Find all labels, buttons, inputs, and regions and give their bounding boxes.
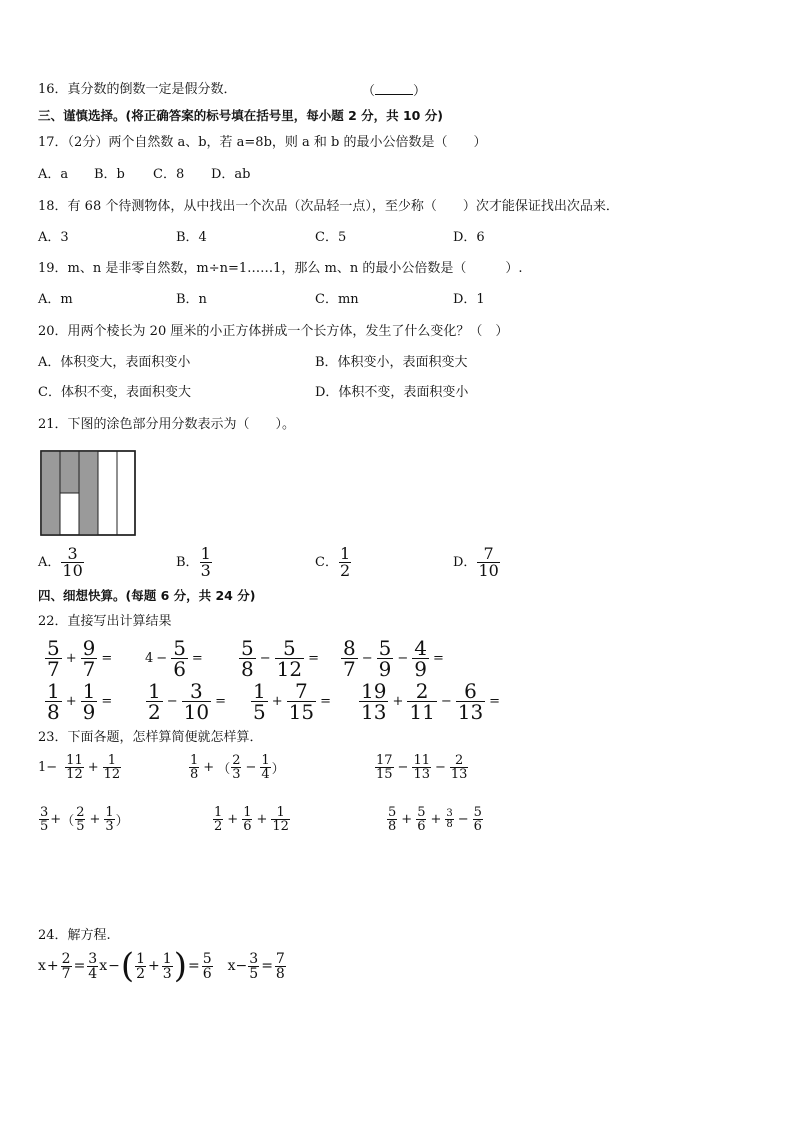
fraction: [75, 806, 85, 833]
fraction: [339, 546, 351, 579]
numerator: 5: [173, 636, 186, 660]
fraction: [271, 806, 290, 833]
denominator: 8: [388, 819, 397, 834]
option-21-b[interactable]: B． $\frac{1}{3}$: [176, 544, 211, 580]
fraction: [456, 681, 485, 722]
numerator: 1: [47, 679, 60, 703]
calc-22-8: [358, 681, 503, 722]
numerator: 7: [295, 679, 308, 703]
option-19-d[interactable]: D．1: [453, 292, 485, 307]
fraction: [103, 754, 122, 781]
operator: −: [361, 651, 373, 666]
numerator: 1: [107, 753, 117, 768]
denominator: 6: [243, 819, 252, 834]
fraction: [162, 952, 173, 981]
denominator: 10: [62, 561, 83, 580]
big-left-paren: (: [120, 946, 135, 986]
numerator: 1: [82, 679, 96, 703]
shaded-rectangle-figure: [40, 450, 136, 536]
option-17-b[interactable]: B．b: [94, 167, 125, 182]
numerator: 1: [190, 753, 199, 768]
fraction: [375, 754, 394, 781]
numerator: 6: [464, 679, 477, 703]
section-4-heading: 四、细想快算。(每题 6 分，共 24 分): [38, 588, 256, 603]
denominator: 5: [76, 819, 85, 834]
fraction: [242, 806, 252, 833]
operator: =: [101, 651, 113, 666]
fraction: [81, 681, 98, 722]
denominator: 3: [105, 819, 114, 834]
question-20-text: 20．用两个棱长为 20 厘米的小正方体拼成一个长方体，发生了什么变化？（ ）: [38, 324, 509, 339]
option-18-a[interactable]: A．3: [38, 230, 69, 245]
fraction: [65, 754, 84, 781]
fraction: [407, 681, 436, 722]
numerator: 2: [232, 753, 241, 768]
calc-22-1: [44, 638, 115, 679]
operator: +: [401, 812, 413, 827]
fraction: [182, 681, 211, 722]
numerator: 9: [82, 636, 96, 660]
fraction: [146, 681, 163, 722]
fraction: [45, 638, 62, 679]
operator: −: [166, 694, 178, 709]
fraction: [171, 638, 188, 679]
fraction: [377, 638, 394, 679]
operator: +: [271, 694, 283, 709]
numerator: 5: [378, 636, 392, 660]
fraction: [39, 806, 49, 833]
denominator: 6: [473, 819, 482, 834]
denominator: 5: [40, 819, 49, 834]
calc-23-1: 1− $\frac{11}{12}$ + $\frac{1}{12}$: [38, 753, 121, 782]
numerator: 3: [446, 808, 453, 819]
section-3-heading: 三、谨慎选择。(将正确答案的标号填在括号里，每小题 2 分，共 10 分): [38, 108, 443, 123]
operator: =: [433, 651, 444, 666]
fraction: [473, 806, 483, 833]
operator: +: [203, 760, 215, 775]
denominator: 7: [61, 965, 71, 982]
denominator: 12: [66, 767, 83, 782]
operator: +: [65, 694, 77, 709]
denominator: 12: [272, 819, 289, 834]
numerator: 7: [483, 544, 494, 563]
fraction: [412, 638, 429, 679]
question-23-text: 23．下面各题，怎样算简便就怎样算．: [38, 730, 263, 745]
operator: =: [187, 958, 200, 974]
fraction: [239, 638, 256, 679]
numerator: 1: [105, 805, 114, 820]
operator: −: [397, 760, 409, 775]
fraction: [412, 754, 431, 781]
question-17-text: 17．（2分）两个自然数 a、b，若 a=8b，则 a 和 b 的最小公倍数是（ ）: [38, 135, 487, 150]
operator: −: [397, 651, 409, 666]
fraction: [202, 952, 213, 981]
operator: =: [215, 694, 226, 709]
fraction: [61, 952, 72, 981]
numerator: 2: [415, 679, 429, 703]
numerator: 2: [455, 753, 464, 768]
numerator: 1: [136, 950, 146, 967]
bracket-left: （: [362, 84, 376, 99]
fraction: [477, 546, 499, 579]
denominator: 4: [88, 965, 98, 982]
numerator: 11: [66, 753, 83, 768]
fraction: [87, 952, 98, 981]
denominator: 7: [343, 657, 356, 681]
question-16-text: 16．真分数的倒数一定是假分数．: [38, 82, 237, 97]
operator: =: [489, 694, 501, 709]
fraction: [450, 754, 469, 781]
denominator: 9: [414, 657, 428, 681]
option-18-b[interactable]: B．4: [176, 230, 207, 245]
calc-23-2: $\frac{1}{8}$ + （ $\frac{2}{3}$ − $\frac{1}{4}$ ）: [190, 753, 285, 782]
numerator: 2: [61, 950, 71, 967]
operator: −: [156, 651, 168, 666]
numerator: 3: [249, 950, 259, 967]
fraction: [104, 806, 114, 833]
denominator: 3: [162, 965, 172, 982]
option-17-c[interactable]: C．8: [153, 167, 185, 182]
operator: +: [89, 812, 101, 827]
operator: −: [435, 760, 446, 775]
operator: =: [308, 651, 319, 666]
denominator: 7: [47, 657, 60, 681]
fraction: [387, 806, 397, 833]
numerator: 7: [275, 950, 285, 967]
operator: −: [108, 958, 120, 974]
option-20-a[interactable]: A．体积变大，表面积变小: [38, 355, 191, 370]
calc-22-4: [340, 638, 447, 679]
operator: +: [46, 958, 59, 974]
fraction: [200, 546, 212, 579]
numerator: 5: [47, 636, 60, 660]
operator: +: [392, 694, 404, 709]
numerator: 5: [417, 805, 426, 820]
denominator: 8: [241, 657, 254, 681]
option-20-c[interactable]: C．体积不变，表面积变大: [38, 385, 191, 400]
operator: =: [101, 694, 113, 709]
numerator: 3: [40, 805, 49, 820]
numerator: 3: [190, 679, 203, 703]
fraction: [416, 806, 426, 833]
calc-22-5: [44, 681, 115, 722]
numerator: 5: [283, 636, 296, 660]
fraction: [135, 952, 146, 981]
denominator: 6: [202, 965, 212, 982]
denominator: 13: [457, 700, 484, 724]
numerator: 11: [413, 753, 430, 768]
fraction: [213, 806, 223, 833]
fraction: [275, 952, 286, 981]
option-21-c[interactable]: C． $\frac{1}{2}$: [315, 544, 351, 580]
denominator: 8: [446, 819, 453, 830]
denominator: 5: [249, 965, 259, 982]
fraction: [248, 952, 259, 981]
option-20-d[interactable]: D．体积不变，表面积变小: [315, 385, 469, 400]
fraction: [287, 681, 316, 722]
numerator: 1: [243, 805, 252, 820]
fraction: [61, 546, 83, 579]
numerator: 5: [473, 805, 482, 820]
fraction: [445, 809, 453, 830]
numerator: 5: [241, 636, 254, 660]
denominator: 11: [409, 700, 435, 724]
question-21-text: 21．下图的涂色部分用分数表示为（ ）。: [38, 417, 296, 432]
denominator: 12: [276, 657, 303, 681]
fraction: [189, 754, 199, 781]
fraction: [359, 681, 388, 722]
operator: +: [256, 812, 268, 827]
denominator: 2: [148, 700, 161, 724]
option-19-c[interactable]: C．mn: [315, 292, 359, 307]
numerator: 8: [343, 636, 356, 660]
numerator: 3: [88, 950, 98, 967]
bracket-right: ）: [413, 84, 427, 99]
option-21-d[interactable]: D． $\frac{7}{10}$: [453, 544, 499, 580]
numerator: 17: [376, 753, 393, 768]
denominator: 12: [103, 767, 121, 782]
denominator: 15: [288, 700, 315, 724]
denominator: 9: [82, 700, 96, 724]
numerator: 1: [339, 544, 351, 563]
denominator: 2: [339, 561, 351, 580]
operator: +: [148, 958, 160, 974]
operator: +: [50, 812, 62, 827]
numerator: 3: [67, 544, 78, 563]
numerator: 1: [253, 679, 266, 703]
calc-22-7: [250, 681, 334, 722]
denominator: 2: [136, 965, 146, 982]
denominator: 13: [450, 767, 468, 782]
operator: +: [87, 760, 99, 775]
numerator: 2: [76, 805, 85, 820]
operator: −: [259, 651, 271, 666]
fraction: [231, 754, 241, 781]
numerator: 1: [261, 753, 270, 768]
option-19-b[interactable]: B．n: [176, 292, 207, 307]
option-17-a[interactable]: A．a: [38, 167, 69, 182]
question-19-text: 19．m、n 是非零自然数，m÷n=1……1，那么 m、n 的最小公倍数是（ ）.: [38, 261, 523, 276]
denominator: 6: [173, 657, 186, 681]
numerator: 1: [276, 805, 285, 820]
fraction: [81, 638, 98, 679]
operator: =: [191, 651, 203, 666]
calc-22-2: 4 − $\frac{5}{6}$ =: [145, 636, 203, 681]
denominator: 8: [275, 965, 285, 982]
denominator: 13: [413, 767, 430, 782]
numerator: 5: [388, 805, 397, 820]
denominator: 5: [253, 700, 266, 724]
operator: =: [261, 958, 273, 974]
fraction: [260, 754, 270, 781]
numerator: 4: [414, 636, 428, 660]
operator: −: [245, 760, 257, 775]
option-19-a[interactable]: A．m: [38, 292, 73, 307]
question-24-text: 24．解方程.: [38, 928, 111, 943]
option-21-a[interactable]: A． $\frac{3}{10}$: [38, 544, 83, 580]
calc-23-6: [386, 806, 484, 833]
operator: −: [457, 812, 469, 827]
denominator: 10: [478, 561, 499, 580]
denominator: 4: [261, 767, 270, 782]
denominator: 3: [200, 561, 211, 580]
numerator: 19: [361, 679, 387, 703]
option-18-c[interactable]: C．5: [315, 230, 347, 245]
calc-22-3: [238, 638, 322, 679]
calc-23-4: $\frac{3}{5}$ + （ $\frac{2}{5}$ + $\frac{1}{3}$ ）: [40, 805, 129, 834]
answer-blank[interactable]: [375, 82, 413, 95]
operator: −: [440, 694, 452, 709]
denominator: 9: [378, 657, 392, 681]
fraction: [251, 681, 268, 722]
denominator: 10: [183, 700, 210, 724]
fraction: [45, 681, 62, 722]
operator: =: [320, 694, 331, 709]
denominator: 2: [214, 819, 223, 834]
numerator: 1: [214, 805, 223, 820]
equation-24: x + $\frac{2}{7}$ = $\frac{3}{4}$ x − ( $\frac{1}{2}$ + $\frac{1}{3}$ ) = $\frac{5}{6}$ x− $\frac{3}{5}$ = $\frac{7}{8}$: [38, 946, 285, 986]
answer-bracket-16: [362, 82, 426, 100]
calc-22-6: [145, 681, 229, 722]
operator: +: [65, 651, 77, 666]
question-22-text: 22．直接写出计算结果: [38, 614, 172, 629]
numerator: 1: [162, 950, 172, 967]
denominator: 8: [190, 767, 199, 782]
calc-23-5: [212, 806, 291, 833]
denominator: 8: [47, 700, 60, 724]
operator: +: [227, 812, 239, 827]
denominator: 7: [82, 657, 96, 681]
numerator: 1: [148, 679, 161, 703]
question-16: [38, 82, 237, 98]
denominator: 6: [417, 819, 426, 834]
calc-23-3: [374, 754, 469, 781]
option-20-b[interactable]: B．体积变小，表面积变大: [315, 355, 468, 370]
fraction: [275, 638, 304, 679]
operator: +: [430, 812, 442, 827]
fraction: [341, 638, 358, 679]
denominator: 3: [232, 767, 241, 782]
denominator: 13: [361, 700, 387, 724]
option-18-d[interactable]: D．6: [453, 230, 485, 245]
option-17-d[interactable]: D．ab: [211, 167, 251, 182]
numerator: 5: [202, 950, 212, 967]
denominator: 15: [376, 767, 393, 782]
operator: =: [73, 958, 86, 974]
big-right-paren: ): [173, 946, 187, 986]
numerator: 1: [200, 544, 211, 563]
question-18-text: 18．有 68 个待测物体，从中找出一个次品（次品轻一点），至少称（ ）次才能保证找出次品来．: [38, 199, 619, 214]
